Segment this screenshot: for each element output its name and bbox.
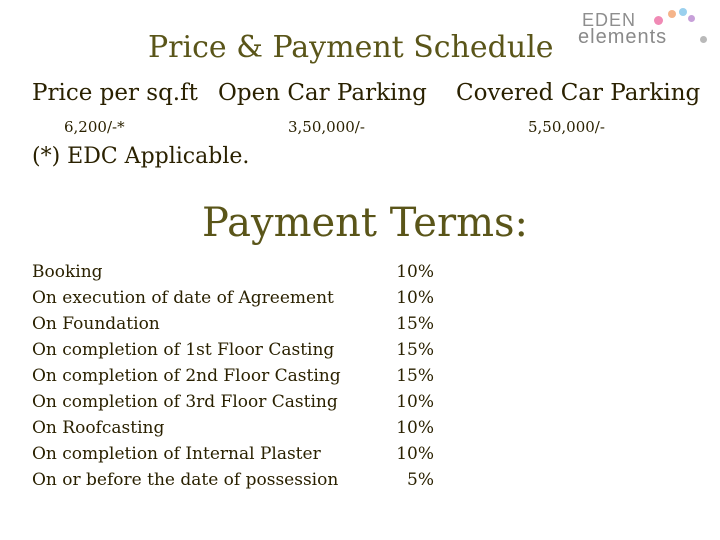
term-row	[32, 340, 442, 366]
term-row	[32, 288, 442, 314]
term-percent: 10%	[396, 444, 434, 464]
term-label: On completion of 2nd Floor Casting	[32, 366, 341, 386]
term-percent: 10%	[396, 392, 434, 412]
term-label: On execution of date of Agreement	[32, 288, 334, 308]
page-title: Price & Payment Schedule	[148, 30, 554, 65]
term-row	[32, 392, 442, 418]
term-percent: 15%	[396, 366, 434, 386]
term-row	[32, 262, 442, 288]
term-row	[32, 470, 442, 496]
logo-dot-icon	[679, 8, 687, 16]
logo-dot-icon	[688, 15, 695, 22]
term-percent: 15%	[396, 314, 434, 334]
term-label: Booking	[32, 262, 103, 282]
logo-dot-icon	[700, 36, 707, 43]
logo-line-1: EDEN	[582, 10, 637, 30]
term-label: On or before the date of possession	[32, 470, 339, 490]
term-label: On Roofcasting	[32, 418, 165, 438]
eden-elements-logo	[576, 6, 716, 52]
logo-dot-icon	[668, 10, 676, 18]
header-price-per-sqft: Price per sq.ft	[32, 80, 198, 106]
header-open-car-parking: Open Car Parking	[218, 80, 427, 106]
term-percent: 5%	[407, 470, 434, 490]
term-row	[32, 314, 442, 340]
payment-terms-title: Payment Terms:	[202, 200, 529, 246]
term-row	[32, 418, 442, 444]
value-price-per-sqft: 6,200/-*	[64, 118, 125, 136]
logo-line-2: elements	[578, 26, 668, 48]
value-open-car-parking: 3,50,000/-	[288, 118, 365, 136]
logo-dot-icon	[654, 16, 663, 25]
term-row	[32, 366, 442, 392]
term-label: On completion of Internal Plaster	[32, 444, 321, 464]
header-covered-car-parking: Covered Car Parking	[456, 80, 701, 106]
edc-note: (*) EDC Applicable.	[32, 144, 250, 169]
term-percent: 10%	[396, 418, 434, 438]
term-label: On completion of 3rd Floor Casting	[32, 392, 338, 412]
term-percent: 10%	[396, 288, 434, 308]
term-percent: 15%	[396, 340, 434, 360]
value-covered-car-parking: 5,50,000/-	[528, 118, 605, 136]
term-label: On Foundation	[32, 314, 160, 334]
term-percent: 10%	[396, 262, 434, 282]
term-row	[32, 444, 442, 470]
term-label: On completion of 1st Floor Casting	[32, 340, 335, 360]
